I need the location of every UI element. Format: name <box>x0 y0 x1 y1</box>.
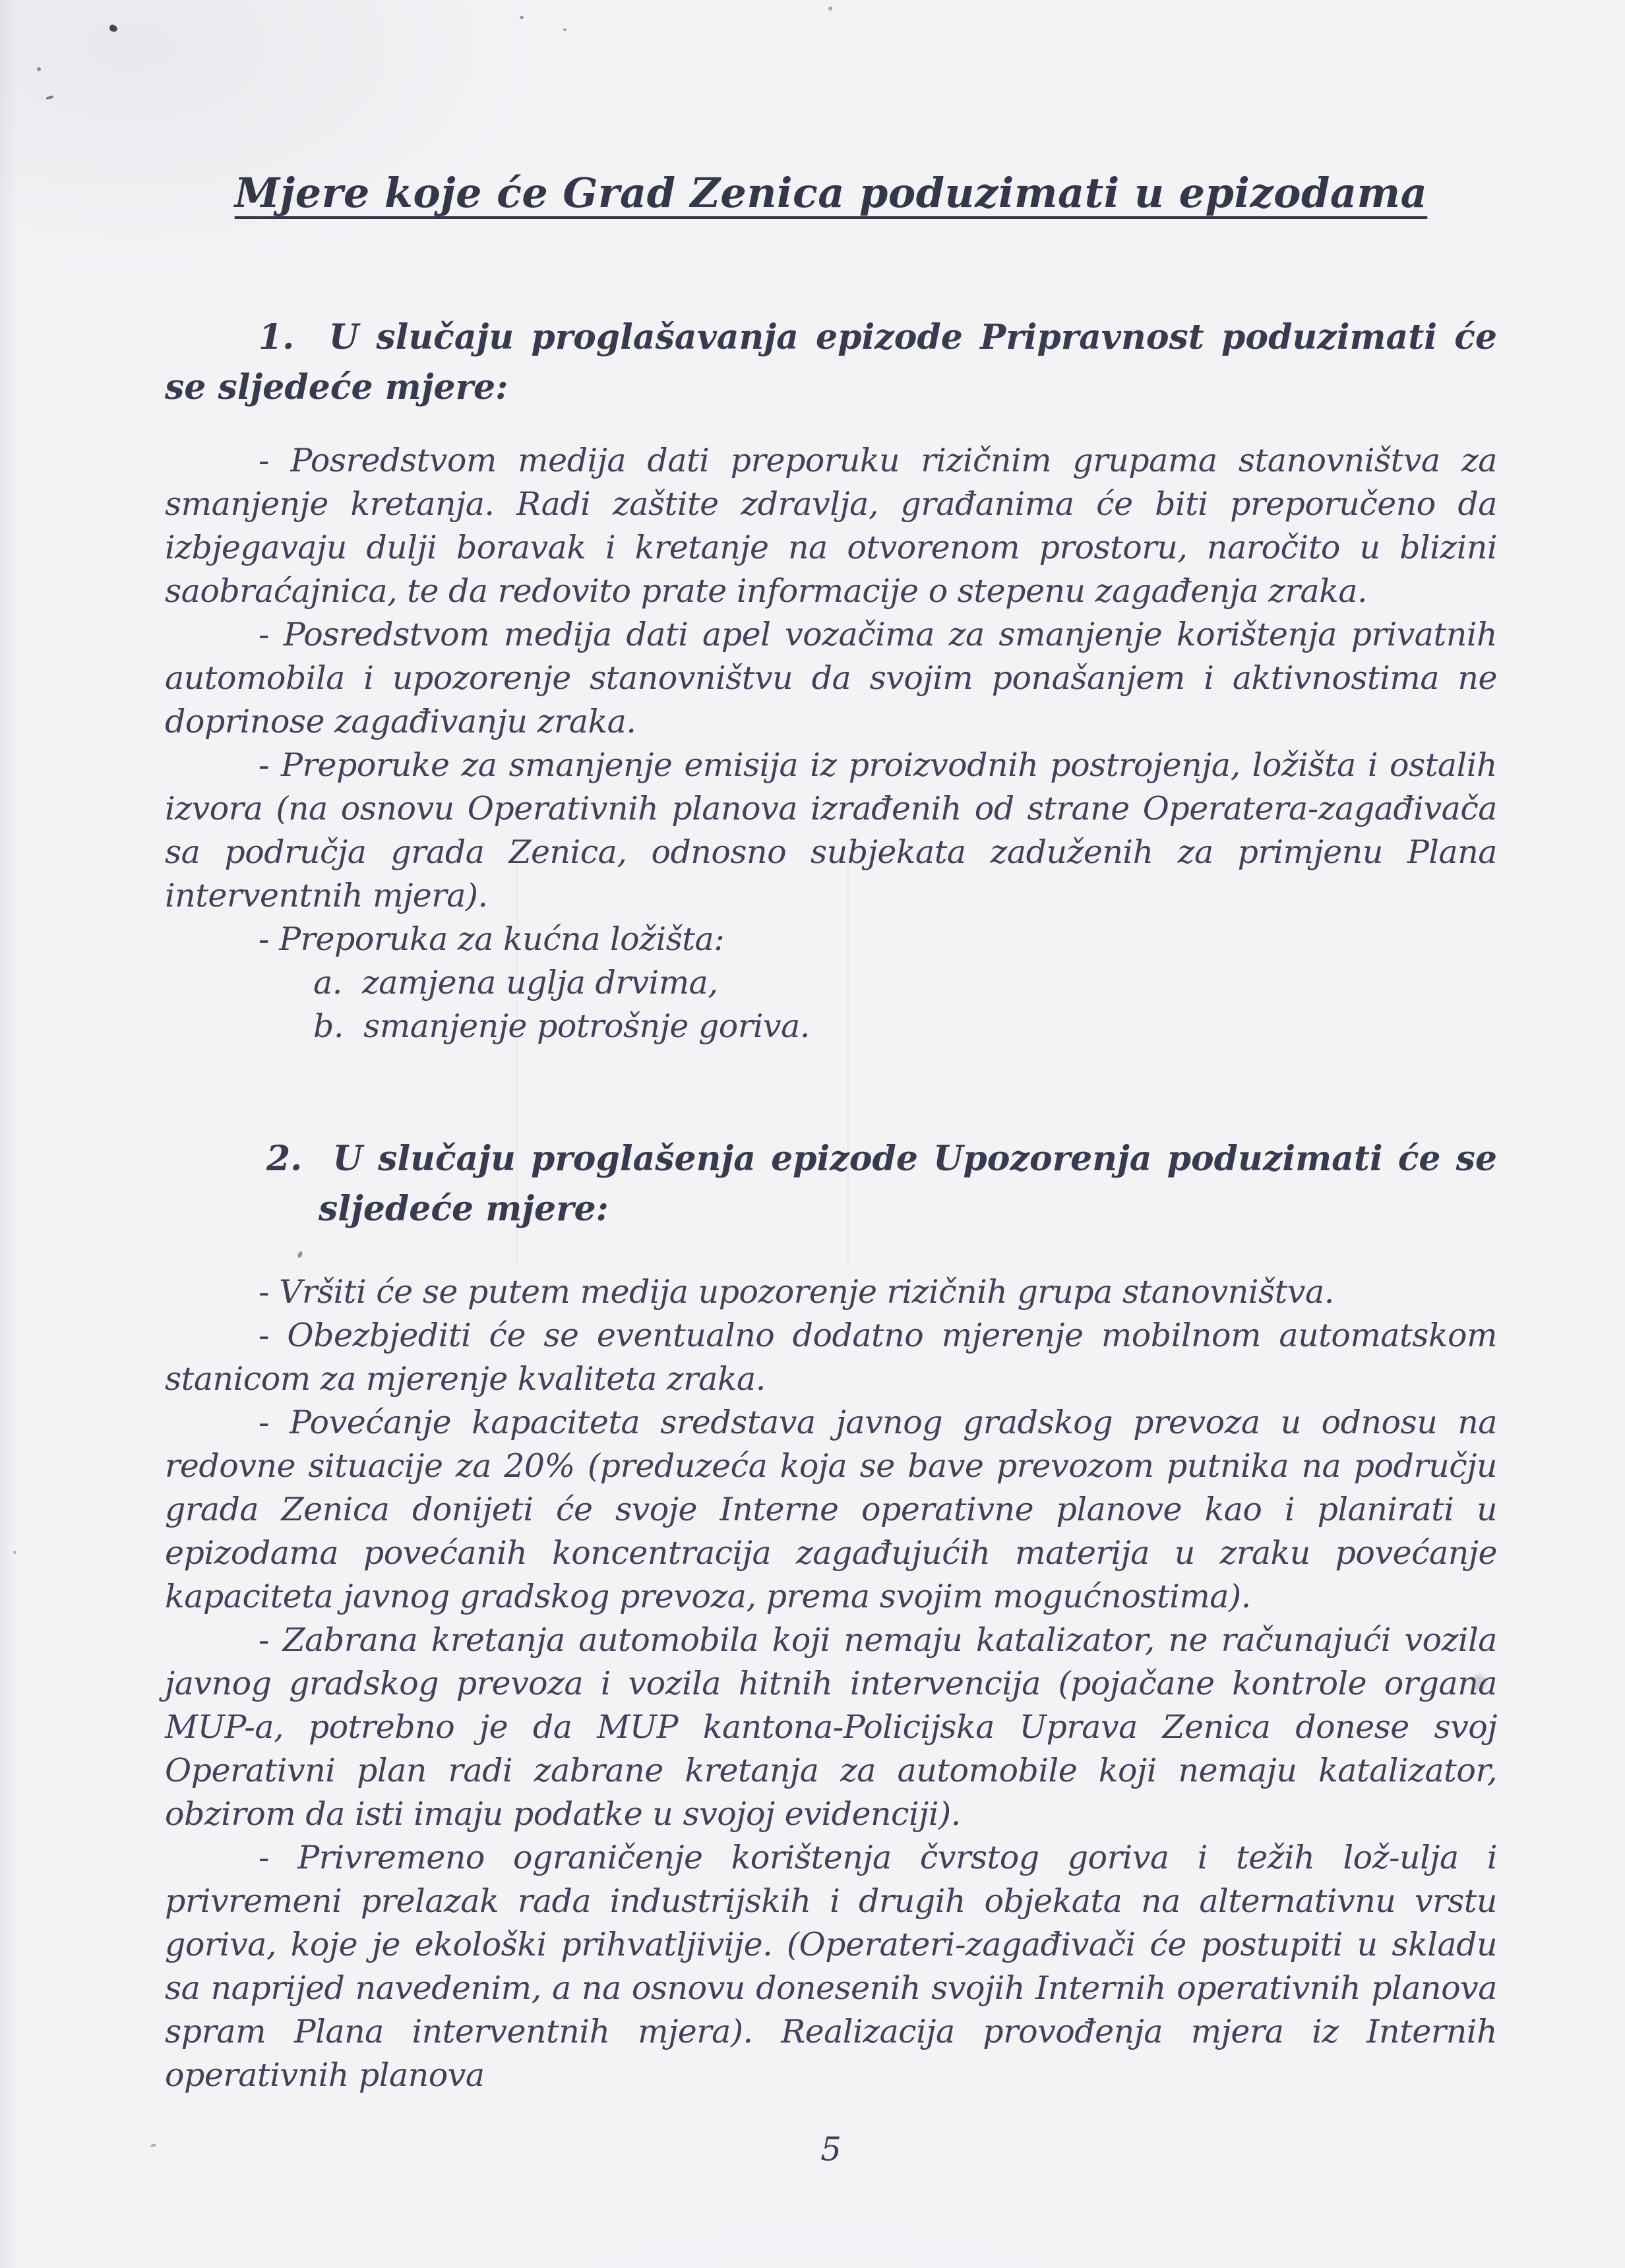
section-1-item-2: - Posredstvom medija dati apel vozačima za smanjenje korištenja privatnih automobila i upozorenje stanovništvu da svojim ponašanjem i aktivnostima ne doprinose zagađivanju zraka. <box>165 616 1497 740</box>
scan-speck <box>37 67 41 71</box>
section-1-item-1: - Posredstvom medija dati preporuku rizičnim grupama stanovništva za smanjenje kretanja. Radi zaštite zdravlja, građanima će biti preporučeno da izbjegavaju dulji boravak i kretanje na otvorenom prostoru, naročito u blizini saobraćajnica, te da redovito prate informacije o stepenu zagađenja zraka. <box>165 442 1497 610</box>
section-1-heading: 1. U slučaju proglašavanja epizode Pripravnost poduzimati će se sljedeće mjere: <box>165 317 1497 407</box>
scan-speck <box>563 28 567 31</box>
scan-speck <box>46 96 54 100</box>
section-2-item-4: - Zabrana kretanja automobila koji nemaju katalizator, ne računajući vozila javnog gradskog prevoza i vozila hitnih intervencija (pojačane kontrole organa MUP-a, potrebno je da MUP kantona-Policijska Uprava Zenica donese svoj Operativni plan radi zabrane kretanja za automobile koji nemaju katalizator, obzirom da isti imaju podatke u svojoj evidenciji). <box>165 1621 1497 1833</box>
document-title: Mjere koje će Grad Zenica poduzimati u epizodama <box>234 169 1428 217</box>
scan-speck <box>828 7 832 11</box>
document-content <box>0 165 1625 2171</box>
section-1-subitem-b: b. smanjenje potrošnje goriva. <box>313 1007 810 1045</box>
section-2-item-1: - Vršiti će se putem medija upozorenje rizičnih grupa stanovništva. <box>259 1273 1334 1311</box>
scan-speck <box>109 24 119 33</box>
section-1-item-3: - Preporuke za smanjenje emisija iz proizvodnih postrojenja, ložišta i ostalih izvora (na osnovu Operativnih planova izrađenih od strane Operatera-zagađivača sa područja grada Zenica, odnosno subjekata zaduženih za primjenu Plana interventnih mjera). <box>165 746 1497 914</box>
section-2-item-2: - Obezbjediti će se eventualno dodatno mjerenje mobilnom automatskom stanicom za mjerenje kvaliteta zraka. <box>165 1317 1497 1398</box>
section-2-item-3: - Povećanje kapaciteta sredstava javnog gradskog prevoza u odnosu na redovne situacije za 20% (preduzeća koja se bave prevozom putnika na području grada Zenica donijeti će svoje Interne operativne planove kao i planirati u epizodama povećanih koncentracija zagađujućih materija u zraku povećanje kapaciteta javnog gradskog prevoza, prema svojim mogućnostima). <box>165 1404 1497 1615</box>
section-1-item-4: - Preporuka za kućna ložišta: <box>259 920 725 958</box>
section-2-item-5: - Privremeno ograničenje korištenja čvrstog goriva i težih lož-ulja i privremeni prelazak rada industrijskih i drugih objekata na alternativnu vrstu goriva, koje je ekološki prihvatljivije. (Operateri-zagađivači će postupiti u skladu sa naprijed navedenim, a na osnovu donesenih svojih Internih operativnih planova spram Plana interventnih mjera). Realizacija provođenja mjera iz Internih operativnih planova <box>165 1839 1497 2094</box>
scan-speck <box>520 16 524 19</box>
section-1-subitem-a: a. zamjena uglja drvima, <box>313 964 718 1001</box>
section-2-heading: 2. U slučaju proglašenja epizode Upozorenja poduzimati će se sljedeće mjere: <box>266 1139 1497 1229</box>
page-number: 5 <box>820 2130 842 2168</box>
